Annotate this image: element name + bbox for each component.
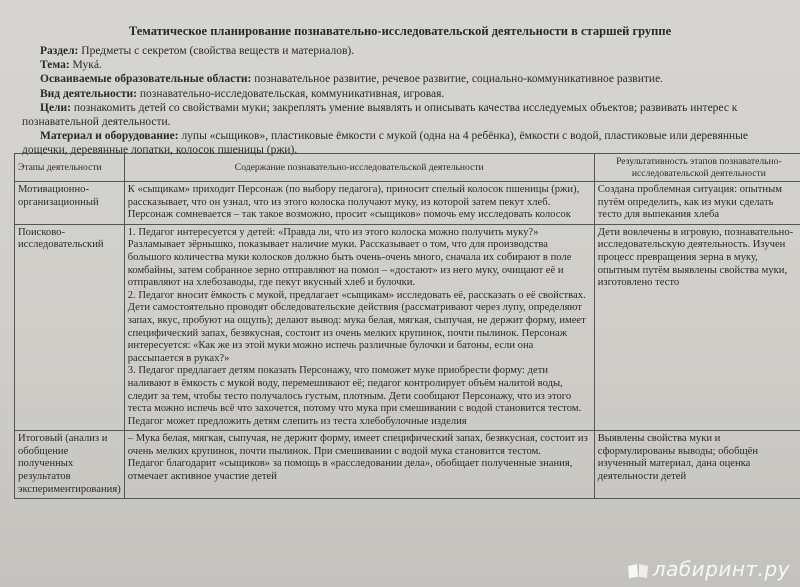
section-value: Предметы с секретом (свойства веществ и материалов). bbox=[81, 45, 355, 57]
materials-label: Материал и оборудование: bbox=[40, 130, 179, 143]
areas-value: познавательное развитие, речевое развитие, социально-коммуникативное развитие. bbox=[254, 73, 664, 86]
content-cell bbox=[124, 224, 594, 431]
result-cell: Дети вовлечены в игровую, познавательно-исследовательскую деятельность. Изучен процесс превращения зерна в муку, опытным путём выявлены свойства муки, изготовлено тесто bbox=[594, 224, 800, 431]
lesson-meta bbox=[22, 44, 792, 158]
goals-line bbox=[22, 101, 792, 129]
document-title: Тематическое планирование познавательно-исследовательской деятельности в старшей группе bbox=[128, 24, 672, 38]
content-paragraph: – Мука белая, мягкая, сыпучая, не держит форму, имеет специфический запах, безвкусная, состоит из очень мелких крупинок, почти пылинок. При смешивании с водой мука становится тестом. bbox=[127, 433, 588, 457]
goals-label: Цели: bbox=[40, 101, 71, 114]
table-header-row bbox=[15, 154, 800, 182]
table-row bbox=[15, 182, 800, 225]
content-cell bbox=[124, 182, 594, 225]
header-result: Результативность этапов познавательно-исследовательской деятельности bbox=[594, 154, 800, 182]
areas-label: Осваиваемые образовательные области: bbox=[40, 73, 252, 86]
section-line bbox=[22, 44, 792, 58]
content-paragraph: 3. Педагог предлагает детям показать Персонажу, что поможет муке приобрести форму: дети наливают в ёмкость с мукой воду, перемешивают её; педагог контролирует объём налитой воды, следит за тем, чтобы тесто получалось густым, плотным. Дети сообщают Персонажу, что из этого теста можно испечь всё что захочется, потому что мука при смешивании с водой становится тестом. Педагог может предложить детям слепить из теста хлебобулочные изделия bbox=[127, 365, 582, 427]
table-row bbox=[15, 224, 800, 431]
content-paragraph: К «сыщикам» приходит Персонаж (по выбору педагога), приносит спелый колосок пшеницы (ржи), рассказывает, что он узнал, что из этого колоска получают муку, из которой затем пекут хлеб. Персонаж сомневается – так такое возможно, просит «сыщиков» помочь ему исследовать колосок bbox=[127, 184, 580, 221]
book-icon bbox=[627, 563, 649, 579]
content-paragraph: 1. Педагог интересуется у детей: «Правда ли, что из этого колоска можно получить муку?» Разламывает зёрнышко, показывает наличие муки. Рассказывает о том, что для производства большого количества муки колосков должно быть очень-очень много, сначала их собирают в поле комбайны, затем собранное зерно отправляют на помол – «достают» из него муку, очищают её и отправляют на хлебозаводы, где пекут вкусный хлеб и булочки. bbox=[127, 226, 572, 289]
theme-label: Тема: bbox=[40, 59, 70, 72]
section-label: Раздел: bbox=[40, 45, 79, 57]
stage-cell: Итоговый (анализ и обобщение полученных результатов экспериментирования) bbox=[15, 431, 125, 499]
watermark-logo bbox=[627, 557, 790, 581]
content-cell bbox=[124, 431, 594, 499]
theme-value: Мукá. bbox=[72, 59, 102, 72]
stage-cell: Мотивационно-организационный bbox=[15, 182, 125, 225]
goals-value: познакомить детей со свойствами муки; закреплять умение выявлять и описывать качества исследуемых объектов; развивать интерес к познавательной деятельности. bbox=[22, 101, 738, 129]
theme-line bbox=[22, 58, 792, 72]
content-paragraph: Педагог благодарит «сыщиков» за помощь в «расследовании дела», обобщает полученные знания, отмечает активное участие детей bbox=[127, 458, 573, 483]
header-content: Содержание познавательно-исследовательской деятельности bbox=[124, 154, 594, 182]
stage-cell: Поисково-исследовательский bbox=[15, 224, 125, 431]
content-paragraph: 2. Педагог вносит ёмкость с мукой, предлагает «сыщикам» исследовать её, рассказать о её свойствах. Дети самостоятельно проводят обследовательские действия (рассматривают через лупу, определяют запах, вкус, пробуют на ощупь); делают вывод: мука белая, мягкая, сыпучая, не держит форму, имеет специфический запах, безвкусная, состоит из очень мелких крупинок, почти пылинок. Персонаж интересуется: «Как же из этой муки можно испечь различные булочки и батоны, если она рассыпается в руках?» bbox=[127, 289, 586, 364]
materials-value: лупы «сыщиков», пластиковые ёмкости с мукой (одна на 4 ребёнка), ёмкости с водой, пластиковые или деревянные дощечки, деревянные лопатки, колосок пшеницы (ржи). bbox=[22, 130, 748, 157]
activity-label: Вид деятельности: bbox=[40, 87, 138, 100]
result-cell: Выявлены свойства муки и сформулированы выводы; обобщён изученный материал, дана оценка деятельности детей bbox=[594, 431, 800, 499]
header-stage: Этапы деятельности bbox=[15, 154, 125, 182]
table-row bbox=[15, 431, 800, 499]
watermark-text: лабиринт.ру bbox=[652, 557, 790, 581]
areas-line bbox=[22, 72, 792, 86]
result-cell: Создана проблемная ситуация: опытным путём определить, как из муки сделать тесто для выпекания хлеба bbox=[594, 182, 800, 225]
activity-table bbox=[14, 153, 800, 499]
activity-value: познавательно-исследовательская, коммуникативная, игровая. bbox=[139, 87, 445, 100]
activity-line bbox=[22, 87, 792, 101]
